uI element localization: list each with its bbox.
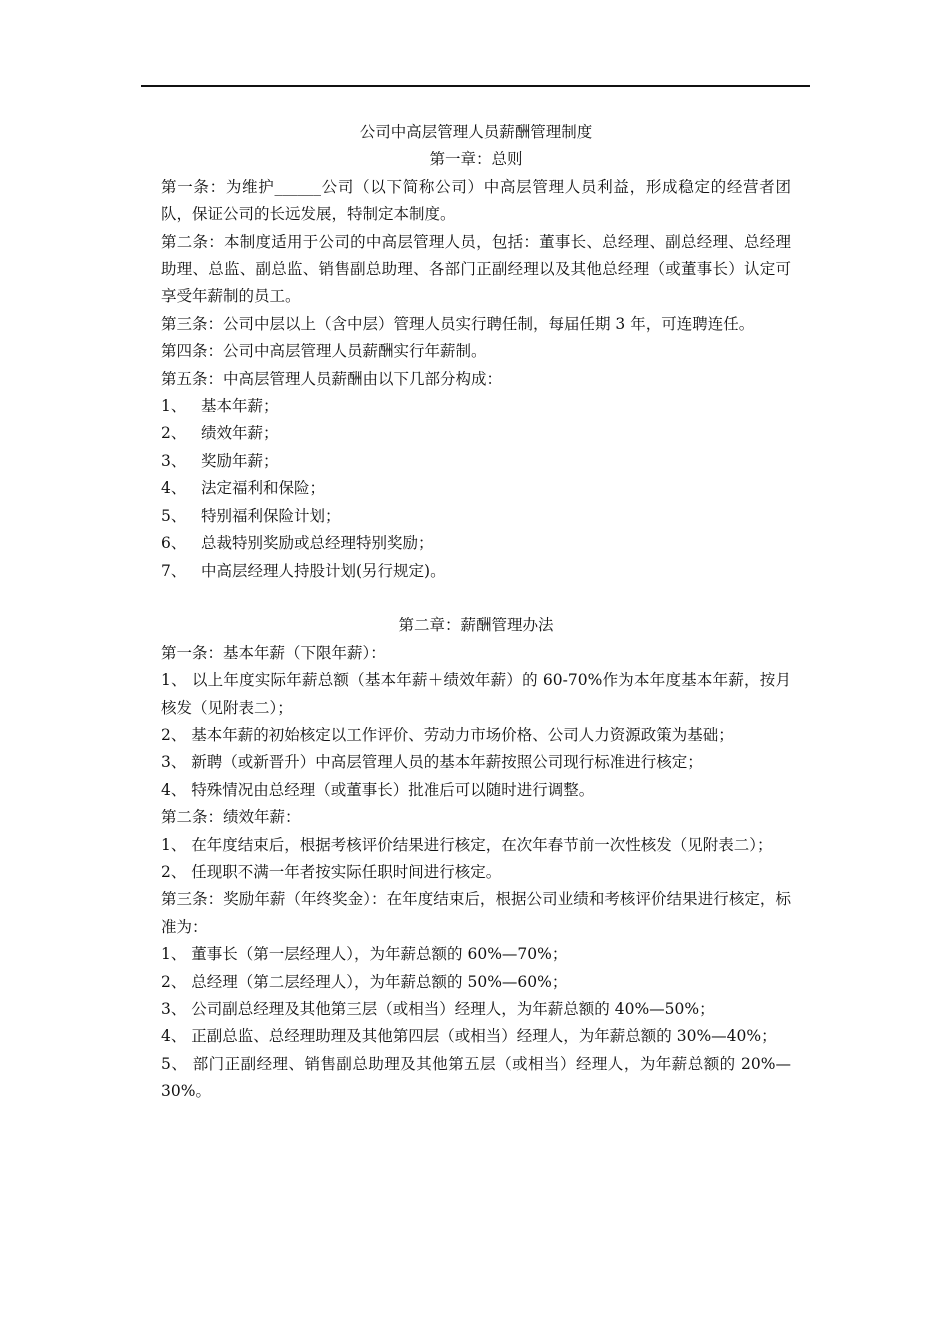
list-number: 1、	[161, 397, 187, 416]
list-item	[161, 503, 791, 530]
list-number: 6、	[161, 534, 187, 553]
list-text: 基本年薪；	[201, 397, 279, 416]
article-5: 第五条：中高层管理人员薪酬由以下几部分构成：	[161, 369, 503, 388]
article-1: 第一条：为维护______公司（以下简称公司）中高层管理人员利益，形成稳定的经营者团队，保证公司的长远发展，特制定本制度。	[161, 177, 791, 224]
list-text: 奖励年薪；	[201, 451, 279, 470]
list-item	[161, 558, 791, 585]
list-text: 中高层经理人持股计划(另行规定)。	[201, 561, 446, 580]
chapter2-article-3-title: 第三条：奖励年薪（年终奖金）：在年度结束后，根据公司业绩和考核评价结果进行核定，标准为：	[161, 890, 791, 936]
list-item	[161, 475, 791, 502]
chapter2-article-3-item: 4、 正副总监、总经理助理及其他第四层（或相当）经理人，为年薪总额的 30%—40%；	[161, 1027, 777, 1046]
list-text: 绩效年薪；	[201, 424, 279, 443]
list-number: 3、	[161, 451, 187, 470]
list-item	[161, 420, 791, 447]
list-number: 5、	[161, 506, 187, 525]
chapter2-article-2-item: 2、 任现职不满一年者按实际任职时间进行核定。	[161, 862, 502, 881]
chapter2-heading: 第二章：薪酬管理办法	[398, 616, 554, 635]
list-item	[161, 448, 791, 475]
article-4: 第四条：公司中高层管理人员薪酬实行年薪制。	[161, 342, 487, 361]
chapter2-article-1-item: 4、 特殊情况由总经理（或董事长）批准后可以随时进行调整。	[161, 780, 595, 799]
chapter2-article-3-item: 5、 部门正副经理、销售副总助理及其他第五层（或相当）经理人，为年薪总额的 20%—30%。	[161, 1054, 791, 1101]
article-3: 第三条：公司中层以上（含中层）管理人员实行聘任制，每届任期 3 年，可连聘连任。	[161, 314, 755, 333]
section-gap	[161, 585, 791, 612]
chapter2-article-3-item: 1、 董事长（第一层经理人），为年薪总额的 60%—70%；	[161, 945, 568, 964]
list-text: 总裁特别奖励或总经理特别奖励；	[201, 534, 434, 553]
chapter2-article-2-title: 第二条：绩效年薪：	[161, 808, 301, 827]
chapter2-article-2-item: 1、 在年度结束后，根据考核评价结果进行核定，在次年春节前一次性核发（见附表二）；	[161, 835, 773, 854]
chapter2-article-1-item: 1、 以上年度实际年薪总额（基本年薪＋绩效年薪）的 60-70%作为本年度基本年薪，按月核发（见附表二）；	[161, 671, 791, 717]
chapter2-article-1-item: 3、 新聘（或新晋升）中高层管理人员的基本年薪按照公司现行标准进行核定；	[161, 753, 703, 772]
chapter2-article-1-title: 第一条：基本年薪（下限年薪）：	[161, 643, 386, 662]
article-2: 第二条：本制度适用于公司的中高层管理人员，包括：董事长、总经理、副总经理、总经理助理、总监、副总监、销售副总助理、各部门正副经理以及其他总经理（或董事长）认定可享受年薪制的员工。	[161, 232, 791, 306]
chapter1-heading: 第一章：总则	[429, 150, 523, 169]
chapter2-article-3-item: 2、 总经理（第二层经理人），为年薪总额的 50%—60%；	[161, 972, 568, 991]
list-number: 2、	[161, 424, 187, 443]
list-number: 7、	[161, 561, 187, 580]
list-number: 4、	[161, 479, 187, 498]
list-text: 特别福利保险计划；	[201, 506, 341, 525]
header-rule	[141, 85, 810, 87]
list-item	[161, 530, 791, 557]
list-text: 法定福利和保险；	[201, 479, 326, 498]
document-body	[161, 119, 791, 1106]
list-item	[161, 393, 791, 420]
chapter2-article-3-item: 3、 公司副总经理及其他第三层（或相当）经理人，为年薪总额的 40%—50%；	[161, 999, 715, 1018]
document-title: 公司中高层管理人员薪酬管理制度	[359, 123, 593, 141]
chapter2-article-1-item: 2、 基本年薪的初始核定以工作评价、劳动力市场价格、公司人力资源政策为基础；	[161, 725, 734, 744]
